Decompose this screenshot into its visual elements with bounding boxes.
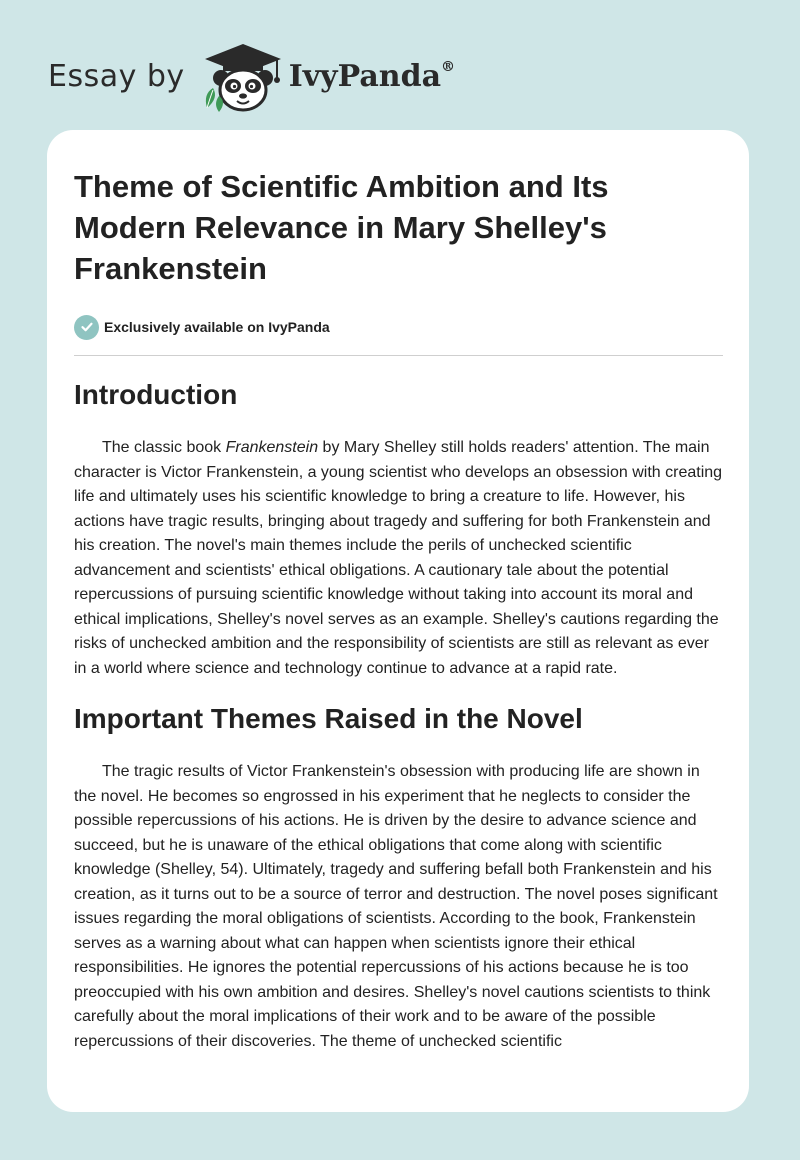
panda-graduation-cap-icon [199,38,287,114]
divider [74,355,723,356]
check-circle-icon [74,315,99,340]
section-heading-themes: Important Themes Raised in the Novel [74,703,583,734]
section-heading-introduction: Introduction [74,379,238,410]
themes-paragraph: The tragic results of Victor Frankenstein's obsession with producing life are shown in the novel. He becomes so engrossed in his experiment that he neglects to consider the possible repercussions of his actions. He is driven by the desire to advance science and succeed, but he is unaware of the ethical obligations that come along with scientific knowledge (Shelley, 54). Ultimately, tragedy and suffering befall both Frankenstein and his creation, as it turns out to be a source of terror and destruction. The novel poses significant issues regarding the moral obligations of scientists. According to the book, Frankenstein serves as a warning about what can happen when scientists ignore their ethical responsibilities. He ignores the potential repercussions of his actions because he is too preoccupied with his own ambition and desires. Shelley's novel cautions scientists to think carefully about the moral implications of their work and to be aware of the possible repercussions of their discoveries. The theme of unchecked scientific [74,763,718,1050]
introduction-paragraph: The classic book Frankenstein by Mary Shelley still holds readers' attention. The main character is Victor Frankenstein, a young scientist who develops an obsession with creating life and ultimately uses his scientific knowledge to bring a creature to life. However, his actions have tragic results, bringing about tragedy and suffering for both Frankenstein and his creation. The novel's main themes include the perils of unchecked scientific advancement and scientists' ethical obligations. A cautionary tale about the potential repercussions of pursuing scientific knowledge without taking into account its moral and ethical implications, Shelley's novel serves as an example. Shelley's cautions regarding the risks of unchecked ambition and the responsibility of scientists are still as relevant as ever in a world where science and technology continue to advance at a rapid rate. [74,439,723,677]
page-title: Theme of Scientific Ambition and Its Modern Relevance in Mary Shelley's Frankenstein [74,169,609,286]
essay-card [47,130,749,1112]
essay-by-label: Essay by [48,58,185,94]
book-title: Frankenstein [225,439,319,456]
exclusive-badge [74,314,723,340]
exclusive-badge-label: Exclusively available on IvyPanda [104,319,330,335]
brand-name: IvyPanda® [288,58,456,94]
site-header [48,36,455,116]
registered-mark: ® [441,58,456,75]
